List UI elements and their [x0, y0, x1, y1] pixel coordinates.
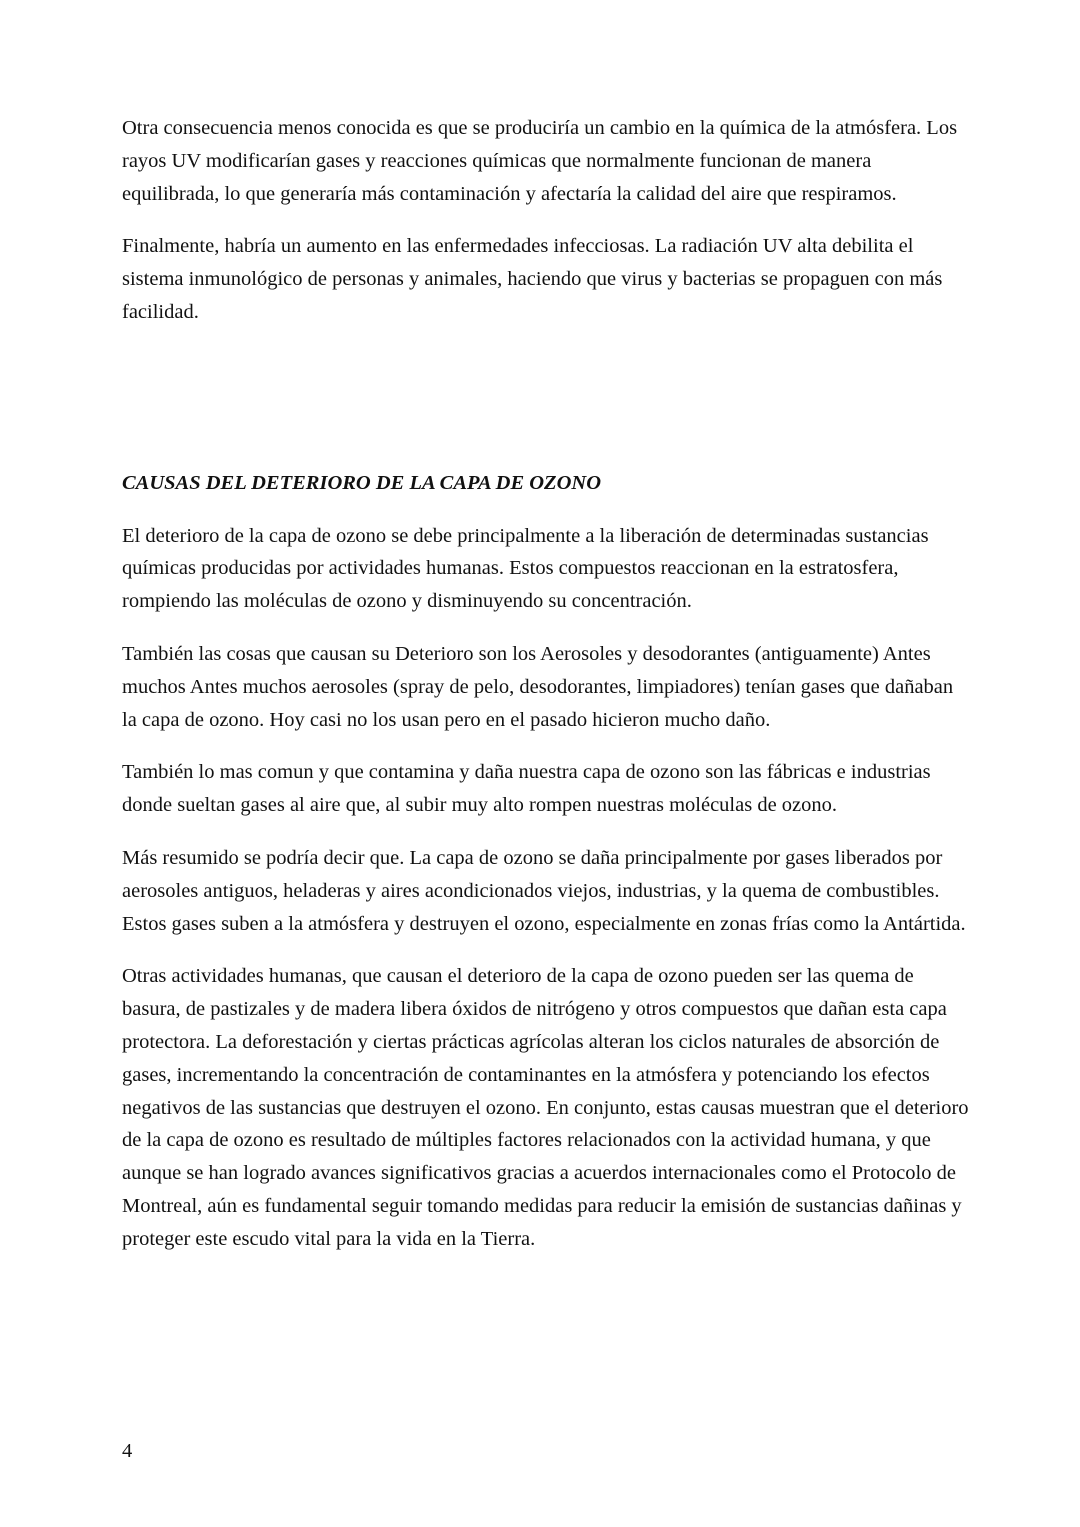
paragraph-other-activities: Otras actividades humanas, que causan el deterioro de la capa de ozono pueden ser las quema de basura, de pastizales y de madera libera óxidos de nitrógeno y otros compuestos que dañan esta capa protectora. La deforestación y ciertas prácticas agrícolas alteran los ciclos naturales de absorción de gases, incrementando la concentración de contaminantes en la atmósfera y potenciando los efectos negativos de las sustancias que destruyen el ozono. En conjunto, estas causas muestran que el deterioro de la capa de ozono es resultado de múltiples factores relacionados con la actividad humana, y que aunque se han logrado avances significativos gracias a acuerdos internacionales como el Protocolo de Montreal, aún es fundamental seguir tomando medidas para reducir la emisión de sustancias dañinas y proteger este escudo vital para la vida en la Tierra. [122, 965, 969, 1250]
paragraph-summary: Más resumido se podría decir que. La capa de ozono se daña principalmente por gases liberados por aerosoles antiguos, heladeras y aires acondicionados viejos, industrias, y la quema de combustibles. Estos gases suben a la atmósfera y destruyen el ozono, especialmente en zonas frías como la Antártida. [122, 846, 966, 935]
paragraph-aerosols: También las cosas que causan su Deterioro son los Aerosoles y desodorantes (antiguamente) Antes muchos Antes muchos aerosoles (spray de pelo, desodorantes, limpiadores) tenían gases que dañaban la capa de ozono. Hoy casi no los usan pero en el pasado hicieron mucho daño. [122, 642, 954, 731]
paragraph-factories: También lo mas comun y que contamina y daña nuestra capa de ozono son las fábricas e industrias donde sueltan gases al aire que, al subir muy alto rompen nuestras moléculas de ozono. [122, 761, 931, 817]
paragraph-infectious-diseases: Finalmente, habría un aumento en las enfermedades infecciosas. La radiación UV alta debilita el sistema inmunológico de personas y animales, haciendo que virus y bacterias se propaguen con más facilidad. [122, 235, 943, 323]
section-spacer [122, 349, 970, 467]
paragraph-main-cause: El deterioro de la capa de ozono se debe principalmente a la liberación de determinadas sustancias químicas producidas por actividades humanas. Estos compuestos reaccionan en la estratosfera, rompiendo las moléculas de ozono y disminuyendo su concentración. [122, 524, 929, 613]
paragraph-atmosphere-chemistry: Otra consecuencia menos conocida es que se produciría un cambio en la química de la atmósfera. Los rayos UV modificarían gases y reacciones químicas que normalmente funcionan de manera equilibrada, lo que generaría más contaminación y afectaría la calidad del aire que respiramos. [122, 117, 958, 205]
section-heading: CAUSAS DEL DETERIORO DE LA CAPA DE OZONO [122, 471, 601, 494]
page-number: 4 [122, 1440, 133, 1462]
page-content [122, 112, 970, 1276]
